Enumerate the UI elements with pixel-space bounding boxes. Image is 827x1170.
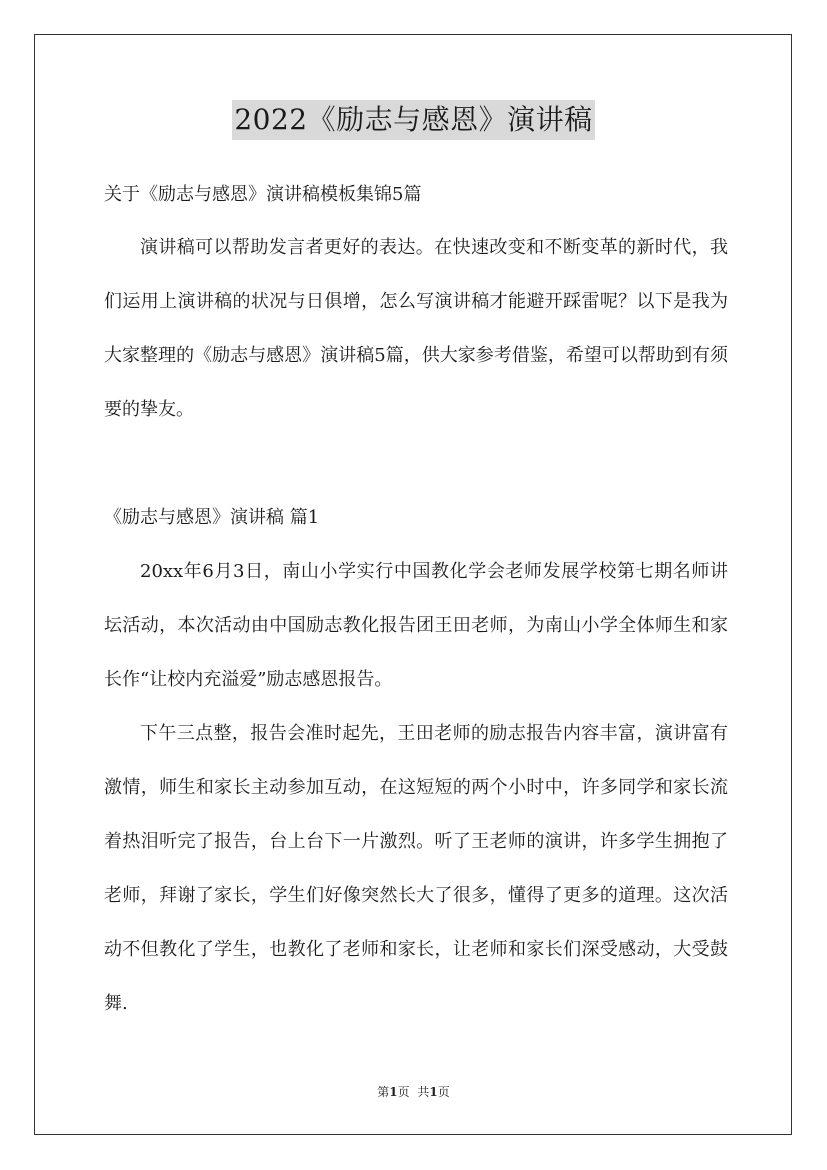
body-paragraph-1: 20xx年6月3日，南山小学实行中国教化学会老师发展学校第七期名师讲坛活动，本次活动由中国励志教化报告团王田老师，为南山小学全体师生和家长作“让校内充溢爱”励志感恩报告。 — [104, 561, 728, 690]
document-subtitle: 关于《励志与感恩》演讲稿模板集锦5篇 — [104, 184, 422, 205]
section-heading: 《励志与感恩》演讲稿 篇1 — [104, 507, 320, 528]
page-suffix: 页 — [397, 1085, 410, 1099]
body-paragraph-2: 下午三点整，报告会准时起先，王田老师的励志报告内容丰富，演讲富有激情，师生和家长主动参加互动，在这短短的两个小时中，许多同学和家长流着热泪听完了报告，台上台下一片激烈。听了王老师的演讲，许多学生拥抱了老师，拜谢了家长，学生们好像突然长大了很多，懂得了更多的道理。这次活动不但教化了学生，也教化了老师和家长，让老师和家长们深受感动，大受鼓舞. — [104, 723, 728, 1014]
document-title: 2022《励志与感恩》演讲稿 — [232, 100, 594, 140]
total-suffix: 页 — [437, 1085, 450, 1099]
title-container — [0, 100, 827, 140]
total-pages: 1 — [429, 1085, 438, 1099]
intro-paragraph: 演讲稿可以帮助发言者更好的表达。在快速改变和不断变革的新时代，我们运用上演讲稿的状况与日俱增，怎么写演讲稿才能避开踩雷呢？以下是我为大家整理的《励志与感恩》演讲稿5篇，供大家参考借鉴，希望可以帮助到有须要的挚友。 — [104, 237, 728, 420]
page-number: 1 — [389, 1085, 398, 1099]
page-prefix: 第 — [377, 1085, 390, 1099]
page-footer — [0, 1084, 827, 1100]
total-prefix: 共 — [417, 1085, 430, 1099]
